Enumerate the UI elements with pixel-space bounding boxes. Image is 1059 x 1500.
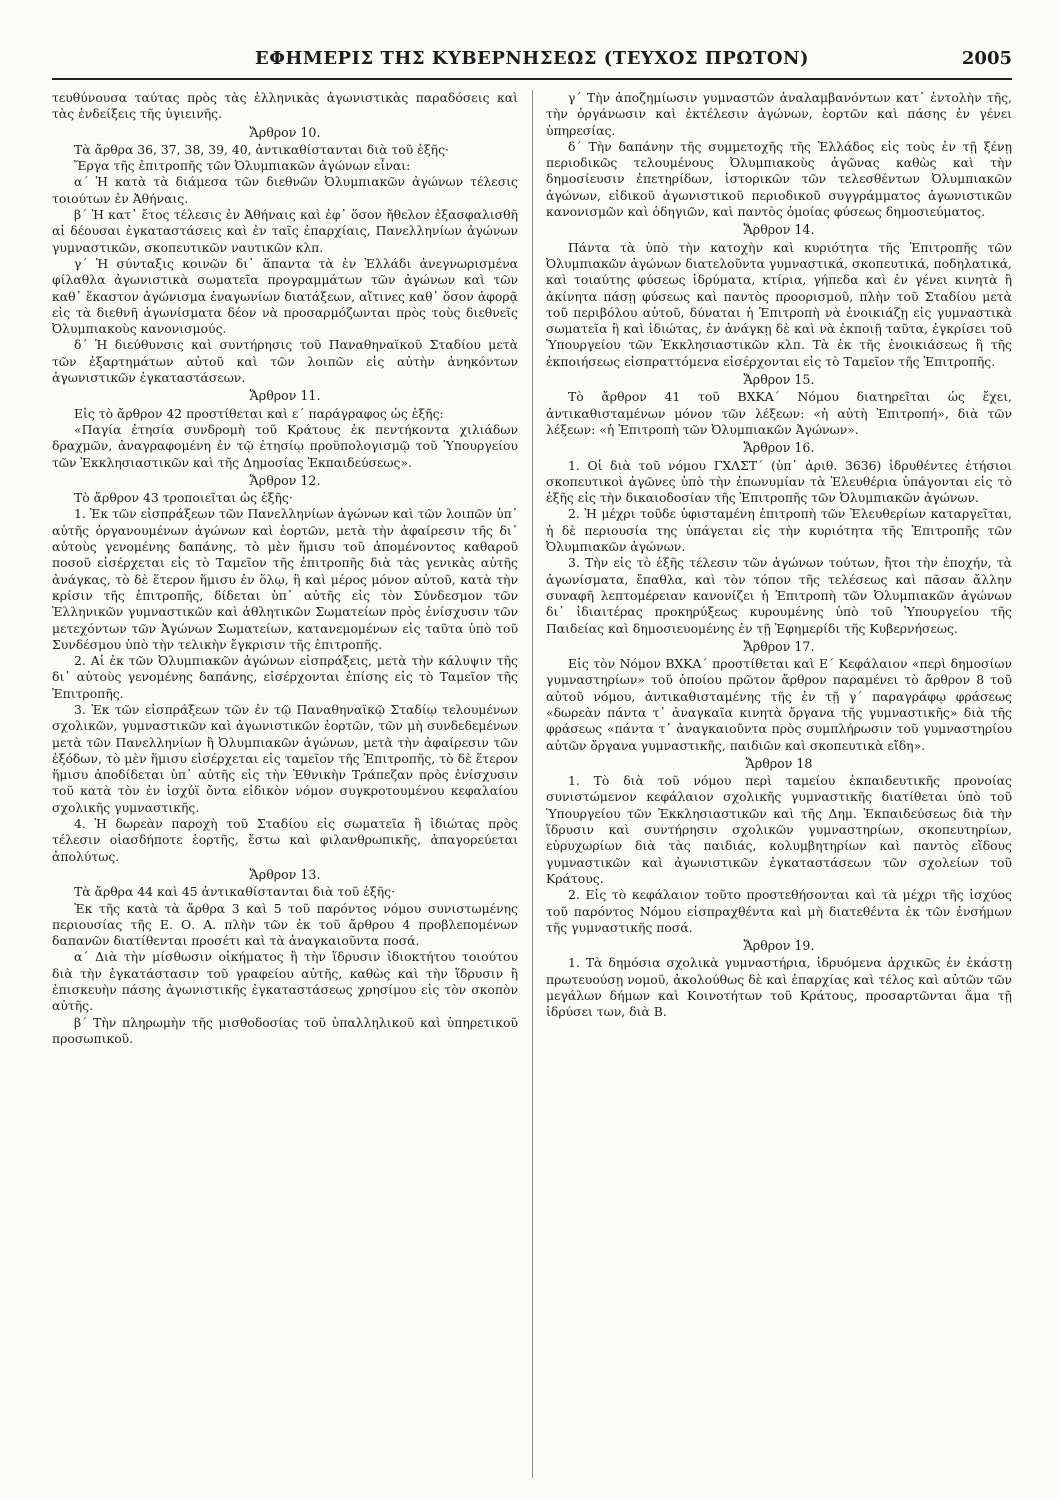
paragraph: δ΄ Τὴν δαπάνην τῆς συμμετοχῆς τῆς Ἑλλάδος εἰς τοὺς ἐν τῇ ξένῃ περιοδικῶς τελουμένους Ὀλυμπιακοὺς ἀγῶνας καθὼς καὶ τὴν δημοσίευσιν ἐπετηρίδων, ἱστορικῶν τῶν τελεσθέντων Ὀλυμπιακῶν ἀγώνων, εἰδικοῦ ἀγωνιστικοῦ περιοδικοῦ συγγράμματος ἀγωνιστικῶν κανονισμῶν καὶ ὁδηγιῶν, καὶ παντὸς ὁμοίας φύσεως δημοσιεύματος.: [546, 138, 1012, 220]
paragraph: 1. Οἱ διὰ τοῦ νόμου ΓΧΛΣΤ΄ (ὑπ᾿ ἀριθ. 3636) ἱδρυθέντες ἐτήσιοι σκοπευτικοὶ ἀγῶνες ὑπὸ τὴν ἐπωνυμίαν τὰ Ἐλευθέρια ὑπάγονται εἰς τὸ ἑξῆς εἰς τὴν δικαιοδοσίαν τῆς Ἐπιτροπῆς τῶν Ὀλυμπιακῶν ἀγώνων.: [546, 457, 1012, 506]
paragraph: Εἰς τὸν Νόμον ΒΧΚΑ΄ προστίθεται καὶ Ε΄ Κεφάλαιον «περὶ δημοσίων γυμναστηρίων» τοῦ ὁποίου πρῶτον ἄρθρον παραμένει τὸ ἄρθρον 8 τοῦ αὐτοῦ νόμου, ἀντικαθισταμένης τῆς ἐν τῇ γ΄ παραγράφῳ φράσεως «δωρεὰν πάντα τ᾿ ἀναγκαῖα κινητὰ ὄργανα τῆς γυμναστικῆς» διὰ τῆς φράσεως «πάντα τ᾿ ἀναγκαιοῦντα πρὸς συμπλήρωσιν τοῦ γυμναστηρίου αὐτῶν ὄργανα γυμναστικῆς, παιδιῶν καὶ σκοπευτικὰ εἴδη».: [546, 656, 1012, 753]
paragraph: α΄ Διὰ τὴν μίσθωσιν οἰκήματος ἢ τὴν ἵδρυσιν ἰδιοκτήτου τοιούτου διὰ τὴν ἐγκατάστασιν τοῦ γραφείου αὐτῆς, καθὼς καὶ τὴν ἵδρυσιν ἢ ἐπισκευὴν πάσης ἀγωνιστικῆς ἐγκαταστάσεως χρησίμου εἰς τὸν σκοπὸν αὐτῆς.: [52, 949, 518, 1014]
paragraph: β΄ Τὴν πληρωμὴν τῆς μισθοδοσίας τοῦ ὑπαλληλικοῦ καὶ ὑπηρετικοῦ προσωπικοῦ.: [52, 1014, 518, 1046]
article-heading: Ἄρθρον 10.: [249, 124, 321, 140]
paragraph: 1. Τὸ διὰ τοῦ νόμου περὶ ταμείου ἐκπαιδευτικῆς προνοίας συνιστώμενον κεφάλαιον σχολικῆς γυμναστικῆς διατίθεται ὑπὸ τοῦ Ὑπουργείου τῶν Ἐκκλησιαστικῶν καὶ τῆς Δημ. Ἐκπαιδεύσεως διὰ τὴν ἵδρυσιν καὶ συντήρησιν σχολικῶν γυμναστηρίων, σκοπευτηρίων, εὐρυχωρίων διὰ τὰς παιδιάς, κολυμβητηρίων καὶ παντὸς εἴδους γυμναστικῶν καὶ ἀγωνιστικῶν ἐγκαταστάσεων τῶν σχολείων τοῦ Κράτους.: [546, 773, 1012, 886]
paragraph: 3. Τὴν εἰς τὸ ἑξῆς τέλεσιν τῶν ἀγώνων τούτων, ἤτοι τὴν ἐποχήν, τὰ ἀγωνίσματα, ἔπαθλα, καὶ τὸν τόπον τῆς τελέσεως καὶ πᾶσαν ἄλλην συναφῆ λεπτομέρειαν κανονίζει ἡ Ἐπιτροπὴ τῶν Ὀλυμπιακῶν ἀγώνων δι᾿ ἰδιαιτέρας προκηρύξεως κυρουμένης ὑπὸ τοῦ Ὑπουργείου τῆς Παιδείας καὶ δημοσιευομένης ἐν τῇ Ἐφημερίδι τῆς Κυβερνήσεως.: [546, 555, 1012, 636]
paragraph: 1. Ἐκ τῶν εἰσπράξεων τῶν Πανελληνίων ἀγώνων καὶ τῶν λοιπῶν ὑπ᾿ αὐτῆς ὀργανουμένων ἀγώνων καὶ ἑορτῶν, μετὰ τὴν ἀφαίρεσιν τῆς δι᾿ αὐτοὺς γενομένης δαπάνης, τὸ μὲν ἥμισυ τοῦ ἀπομένοντος καθαροῦ ποσοῦ εἰσέρχεται εἰς τὸ Ταμεῖον τῆς ἐπιτροπῆς διὰ τὰς γενικὰς αὐτῆς ἀνάγκας, τὸ δὲ ἕτερον ἥμισυ ἐν ὅλῳ, ἢ καὶ μέρος μόνον αὐτοῦ, κατὰ τὴν κρίσιν τῆς ἐπιτροπῆς, δίδεται ὑπ᾿ αὐτῆς εἰς τὸν Σύνδεσμον τῶν Ἑλληνικῶν γυμναστικῶν καὶ ἀθλητικῶν Σωματείων πρὸς ἐνίσχυσιν τῶν μετεχόντων τῶν Ἀγώνων Σωματείων, κατανεμομένων εἰς ταῦτα ὑπὸ τοῦ Συνδέσμου ὑπὸ τὴν τελικὴν ἔγκρισιν τῆς ἐπιτροπῆς.: [52, 506, 518, 652]
right-column: [546, 90, 1012, 1478]
paragraph: 2. Ἡ μέχρι τοῦδε ὑφισταμένη ἐπιτροπὴ τῶν Ἐλευθερίων καταργεῖται, ἡ δὲ περιουσία της ὑπάγεται εἰς τὴν κυριότητα τῆς Ἐπιτροπῆς τῶν Ὀλυμπιακῶν ἀγώνων.: [546, 506, 1012, 555]
paragraph: 3. Ἐκ τῶν εἰσπράξεων τῶν ἐν τῷ Παναθηναϊκῷ Σταδίῳ τελουμένων σχολικῶν, γυμναστικῶν καὶ ἀγωνιστικῶν ἑορτῶν, τῶν μὴ συνδεδεμένων μετὰ τῶν Πανελληνίων ἢ Ὀλυμπιακῶν ἀγώνων, μετὰ τὴν ἀφαίρεσιν τῶν ἐξόδων, τὸ μὲν ἥμισυ εἰσέρχεται εἰς ταμεῖον τῆς Ἐπιτροπῆς, τὸ δὲ ἕτερον ἥμισυ ἀποδίδεται ὑπ᾿ αὐτῆς εἰς τὴν Ἐθνικὴν Τράπεζαν πρὸς ἐνίσχυσιν τοῦ κατὰ τὸν ἐν ἰσχύϊ ὄντα εἰδικὸν νόμον συγκροτουμένου κεφαλαίου σχολικῆς γυμναστικῆς.: [52, 701, 518, 815]
paragraph: 1. Τὰ δημόσια σχολικὰ γυμναστήρια, ἱδρυόμενα ἀρχικῶς ἐν ἑκάστῃ πρωτευούσῃ νομοῦ, ἀκολούθως δὲ καὶ ἐπαρχίας καὶ τέλος καὶ αὐτῶν τῶν μεγάλων δήμων καὶ Κοινοτήτων τοῦ Κράτους, προσαρτῶνται ἅμα τῇ ἱδρύσει των, διὰ Β.: [546, 955, 1012, 1020]
article-heading: Ἄρθρον 11.: [249, 388, 321, 404]
article-heading: Ἄρθρον 18: [745, 755, 813, 771]
article-heading: Ἄρθρον 14.: [743, 222, 815, 238]
paragraph: γ΄ Ἡ σύνταξις κοινῶν δι᾿ ἅπαντα τὰ ἐν Ἑλλάδι ἀνεγνωρισμένα φίλαθλα ἀγωνιστικὰ σωματεῖα προγραμμάτων τῶν ἀγώνων καὶ τῶν καθ᾿ ἕκαστον ἀγώνισμα ἐναγωνίων διατάξεων, αἵτινες καθ᾿ ὅσον ἀφορᾷ εἰς τὰ διεθνῆ ἀγωνίσματα δέον νὰ προσαρμόζωνται πρὸς τοὺς διεθνεῖς Ὀλυμπιακοὺς κανονισμούς.: [52, 255, 518, 337]
paragraph: 2. Αἱ ἐκ τῶν Ὀλυμπιακῶν ἀγώνων εἰσπράξεις, μετὰ τὴν κάλυψιν τῆς δι᾿ αὐτοὺς γενομένης δαπάνης, εἰσέρχονται ἐπίσης εἰς τὸ Ταμεῖον τῆς Ἐπιτροπῆς.: [52, 653, 518, 701]
text-columns: [52, 90, 1012, 1478]
paragraph: 4. Ἡ δωρεὰν παροχὴ τοῦ Σταδίου εἰς σωματεῖα ἢ ἰδιώτας πρὸς τέλεσιν οἱασδήποτε ἑορτῆς, ἔστω καὶ φιλανθρωπικῆς, ἀπαγορεύεται ἀπολύτως.: [52, 816, 518, 864]
article-heading: Ἄρθρον 12.: [249, 472, 321, 488]
article-heading: Ἄρθρον 19.: [743, 938, 815, 954]
paragraph: Ἔργα τῆς ἐπιτροπῆς τῶν Ὀλυμπιακῶν ἀγώνων εἶναι:: [74, 158, 411, 174]
paragraph: Ἐκ τῆς κατὰ τὰ ἄρθρα 3 καὶ 5 τοῦ παρόντος νόμου συνιστωμένης περιουσίας τῆς Ε. Ο. Α. πλὴν τῶν ἐκ τοῦ ἄρθρου 4 προβλεπομένων δαπανῶν διατίθενται προσέτι καὶ τὰ ἀναγκαιοῦντα ποσά.: [52, 900, 518, 949]
paragraph: Πάντα τὰ ὑπὸ τὴν κατοχὴν καὶ κυριότητα τῆς Ἐπιτροπῆς τῶν Ὀλυμπιακῶν ἀγώνων διατελοῦντα γυμναστικά, σκοπευτικά, ποδηλατικά, καὶ τοιαύτης φύσεως ἱδρύματα, κτίρια, γήπεδα καὶ ἐν γένει κινητὰ ἢ ἀκίνητα πάσῃ φύσεως καὶ παντὸς προορισμοῦ, πλὴν τοῦ Σταδίου μετὰ τοῦ περιβόλου αὐτοῦ, δύναται ἡ Ἐπιτροπὴ νὰ ἐνοικιάζῃ εἰς γυμναστικὰ σωματεῖα ἢ καὶ ἰδιώτας, ἐν ἀνάγκῃ δὲ καὶ νὰ ἐκποιῇ ταῦτα, ἐγκρίσει τοῦ Ὑπουργείου τῶν Ἐκκλησιαστικῶν κλπ. Τὰ ἐκ τῆς ἐνοικιάσεως ἢ τῆς ἐκποιήσεως εἰσπραττόμενα εἰσέρχονται εἰς τὸ Ταμεῖον τῆς Ἐπιτροπῆς.: [546, 239, 1012, 369]
paragraph: Τὰ ἄρθρα 36, 37, 38, 39, 40, ἀντικαθίστανται διὰ τοῦ ἑξῆς·: [74, 141, 449, 157]
article-heading: Ἄρθρον 15.: [743, 372, 815, 388]
paragraph: β΄ Ἡ κατ᾿ ἔτος τέλεσις ἐν Ἀθήναις καὶ ἐφ᾿ ὅσον ἤθελον ἐξασφαλισθῆ αἱ δέουσαι ἐγκαταστάσεις καὶ ἐν ταῖς ἐπαρχίαις, Πανελληνίων ἀγώνων γυμναστικῶν, σκοπευτικῶν ναυτικῶν κλπ.: [52, 207, 518, 255]
column-divider: [532, 90, 533, 1478]
left-column: [52, 90, 518, 1478]
page-number: 2005: [961, 48, 1012, 69]
paragraph: Τὸ ἄρθρον 43 τροποιεῖται ὡς ἑξῆς·: [74, 490, 293, 506]
article-heading: Ἄρθρον 17.: [743, 638, 815, 654]
article-heading: Ἄρθρον 16.: [743, 440, 815, 456]
paragraph: α΄ Ἡ κατὰ τὰ διάμεσα τῶν διεθνῶν Ὀλυμπιακῶν ἀγώνων τέλεσις τοιούτων ἐν Ἀθήναις.: [52, 174, 518, 206]
paragraph: «Παγία ἐτησία συνδρομὴ τοῦ Κράτους ἐκ πεντήκοντα χιλιάδων δραχμῶν, ἀναγραφομένη ἐν τῷ ἐτησίῳ προϋπολογισμῷ τοῦ Ὑπουργείου τῶν Ἐκκλησιαστικῶν καὶ τῆς Δημοσίας Ἐκπαιδεύσεως».: [52, 421, 518, 470]
running-title: ΕΦΗΜΕΡΙΣ ΤΗΣ ΚΥΒΕΡΝΗΣΕΩΣ (ΤΕΥΧΟΣ ΠΡΩΤΟΝ): [255, 48, 809, 69]
paragraph: Εἰς τὸ ἄρθρον 42 προστίθεται καὶ ε΄ παράγραφος ὡς ἑξῆς:: [74, 405, 444, 421]
article-heading: Ἄρθρον 13.: [249, 866, 321, 882]
paragraph: Τὸ ἄρθρον 41 τοῦ ΒΧΚΑ΄ Νόμου διατηρεῖται ὡς ἔχει, ἀντικαθισταμένων μόνον τῶν λέξεων: «ἡ αὐτὴ Ἐπιτροπή», διὰ τῶν λέξεων: «ἡ Ἐπιτροπὴ τῶν Ὀλυμπιακῶν Ἀγώνων».: [546, 389, 1012, 437]
paragraph: 2. Εἰς τὸ κεφάλαιον τοῦτο προστεθήσονται καὶ τὰ μέχρι τῆς ἰσχύος τοῦ παρόντος Νόμου εἰσπραχθέντα καὶ μὴ διατεθέντα ἐκ τῶν ἐνσήμων τῆς γυμναστικῆς ποσά.: [546, 887, 1012, 935]
paragraph: τευθύνουσα ταύτας πρὸς τὰς ἑλληνικὰς ἀγωνιστικὰς παραδόσεις καὶ τὰς ἐνδείξεις τῆς ὑγιεινῆς.: [52, 90, 518, 122]
paragraph: δ΄ Ἡ διεύθυνσις καὶ συντήρησις τοῦ Παναθηναϊκοῦ Σταδίου μετὰ τῶν ἐξαρτημάτων αὐτοῦ καὶ τῶν λοιπῶν εἰς αὐτὴν ἀνηκόντων ἀγωνιστικῶν ἐγκαταστάσεων.: [52, 337, 518, 386]
gazette-page: [52, 40, 1012, 1480]
paragraph: Τὰ ἄρθρα 44 καὶ 45 ἀντικαθίστανται διὰ τοῦ ἑξῆς·: [74, 884, 396, 900]
page-header: [52, 40, 1012, 80]
paragraph: γ΄ Τὴν ἀποζημίωσιν γυμναστῶν ἀναλαμβανόντων κατ᾿ ἐντολὴν τῆς, τὴν ὀργάνωσιν καὶ ἐκτέλεσιν ἀγώνων, ἑορτῶν καὶ πάσης ἐν γένει ὑπηρεσίας.: [546, 90, 1012, 138]
